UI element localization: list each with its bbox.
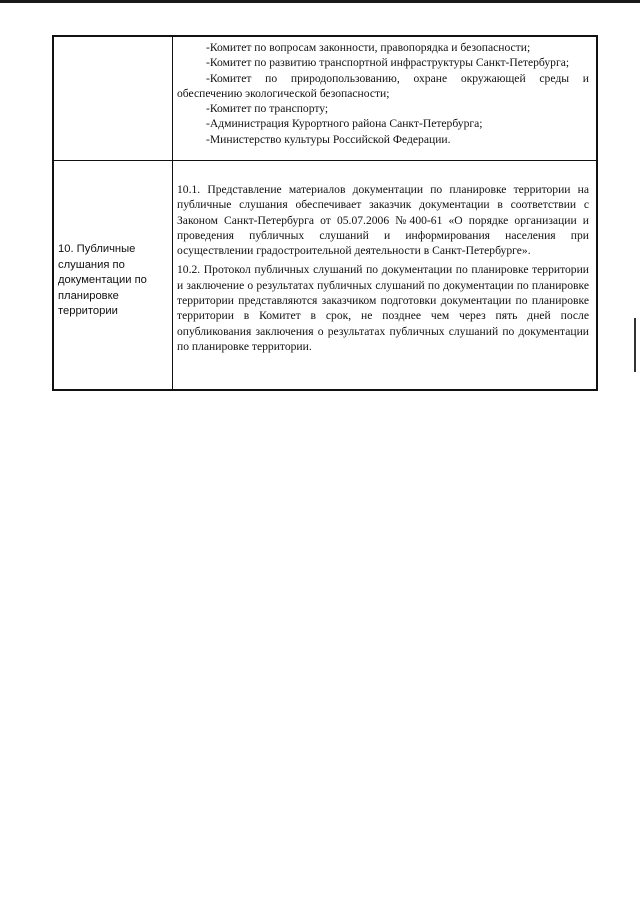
scan-top-edge-line xyxy=(0,0,640,3)
list-item-committee-legality: -Комитет по вопросам законности, правопорядка и безопасности; xyxy=(206,41,531,54)
table-row-1-content xyxy=(177,40,589,147)
table-row-2-content xyxy=(177,182,589,354)
paragraph-10-1: 10.1. Представление материалов документации по планировке территории на публичные слушания обеспечивает заказчик документации в соответствии с Законом Санкт-Петербурга от 05.07.2006 №400-61 «О порядке организации и проведения публичных слушаний и информирования населения при осуществлении градостроительной деятельности в Санкт-Петербурге». xyxy=(177,183,589,258)
paragraph-10-2: 10.2. Протокол публичных слушаний по документации по планировке территории и заключение о результатах публичных слушаний по документации по планировке территории представляются заказчиком подготовки документации по планировке территории в Комитет в срок, не позднее чем через пять дней после опубликования заключения о результатах публичных слушаний по документации по планировке территории. xyxy=(177,263,589,353)
scan-edge-mark xyxy=(634,318,636,372)
list-item-ministry-of-culture: -Министерство культуры Российской Федерации. xyxy=(206,132,451,146)
document-table xyxy=(52,35,598,391)
list-item-committee-transport: -Комитет по транспорту; xyxy=(206,102,329,116)
table-column-divider xyxy=(172,37,173,389)
list-item-kurortny-administration: -Администрация Курортного района Санкт-Петербурга; xyxy=(206,117,483,131)
table-row-divider xyxy=(54,160,596,161)
list-item-committee-environment: -Комитет по природопользованию, охране окружающей среды и обеспечению экологической безопасности; xyxy=(177,71,589,100)
table-row-2-label: 10. Публичные слушания по документации по планировке территории xyxy=(58,243,147,317)
list-item-committee-transport-infrastructure: -Комитет по развитию транспортной инфраструктуры Санкт-Петербурга; xyxy=(206,56,570,70)
